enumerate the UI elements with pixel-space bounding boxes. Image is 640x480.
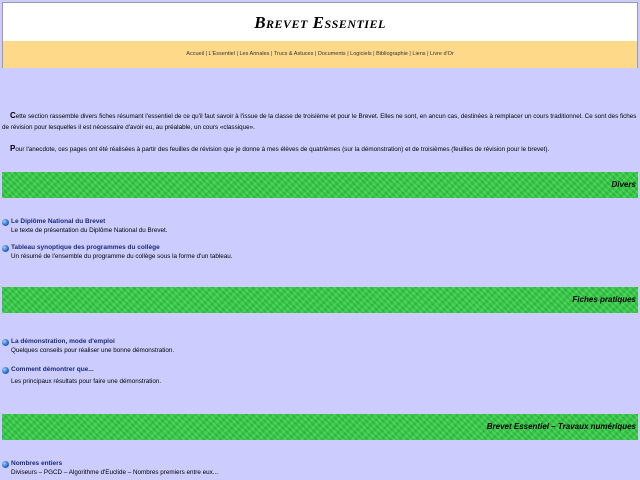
section-header-divers bbox=[2, 172, 638, 198]
section-heading: Fiches pratiques bbox=[572, 295, 636, 304]
title-banner bbox=[3, 3, 637, 41]
intro-paragraph-text: our l'anecdote, ces pages ont été réalisées à partir des feuilles de révision que je donne à mes élèves de quatrièmes (sur la démonstration) et de troisièmes (feuilles de révision pour le brevet). bbox=[15, 146, 550, 153]
nav-link-logiciels[interactable]: Logiciels bbox=[350, 51, 372, 57]
nav-link-documents[interactable]: Documents bbox=[317, 51, 346, 57]
nav-bar bbox=[3, 41, 637, 68]
dropcap: C bbox=[10, 111, 16, 120]
nav-link-bibliographie[interactable]: Bibliographie bbox=[376, 51, 408, 57]
item-link[interactable]: Nombres entiers bbox=[11, 460, 63, 467]
item-description: Les principaux résultats pour faire une démonstration. bbox=[11, 378, 162, 385]
nav-link-accueil[interactable]: Accueil bbox=[186, 51, 205, 57]
item-description: Diviseurs – PGCD – Algorithme d'Euclide – Nombres premiers entre eux... bbox=[11, 469, 218, 476]
nav-link-essentiel[interactable]: L'Essentiel bbox=[208, 51, 235, 57]
nav-separator: | bbox=[270, 51, 274, 57]
nav-separator: | bbox=[347, 51, 351, 57]
section-header-fiches-pratiques bbox=[2, 287, 638, 313]
nav-separator: | bbox=[409, 51, 413, 57]
nav-separator: | bbox=[205, 51, 209, 57]
item-link[interactable]: Tableau synoptique des programmes du collège bbox=[11, 244, 160, 251]
nav-link-liens[interactable]: Liens bbox=[412, 51, 426, 57]
item-link[interactable]: Comment démontrer que... bbox=[11, 366, 94, 373]
nav-link-livre-dor[interactable]: Livre d'Or bbox=[430, 51, 454, 57]
header bbox=[2, 2, 638, 68]
section-heading: Brevet Essentiel – Travaux numériques bbox=[486, 422, 636, 431]
bullet-icon bbox=[2, 245, 9, 252]
intro-paragraph-text: ette section rassemble divers fiches résumant l'essentiel de ce qu'il faut savoir à l'issue de la classe de troisième et pour le Brevet. Elles ne sont, en ancun cas, destinées à remplacer un cours traditionnel. Ce sont des fiches de révision pour lesquelles il est nécessaire d'avoir eu, au préalable, un cours «classique». bbox=[2, 113, 637, 131]
item-description: Un résumé de l'ensemble du programme du collège sous la forme d'un tableau. bbox=[11, 253, 233, 260]
item-description: Le texte de présentation du Diplôme National du Brevet. bbox=[11, 227, 168, 234]
item-link[interactable]: La démonstration, mode d'emploi bbox=[11, 338, 115, 345]
bullet-icon bbox=[2, 461, 9, 468]
item-link[interactable]: Le Diplôme National du Brevet bbox=[11, 218, 106, 225]
nav-separator: | bbox=[427, 51, 431, 57]
bullet-icon bbox=[2, 339, 9, 346]
site-title: Brevet Essentiel bbox=[254, 13, 386, 32]
section-header-travaux-numeriques bbox=[2, 414, 638, 440]
intro-paragraph bbox=[2, 110, 638, 133]
nav-separator: | bbox=[314, 51, 318, 57]
section-heading: Divers bbox=[611, 180, 636, 189]
intro-text bbox=[2, 110, 638, 165]
dropcap: P bbox=[10, 144, 16, 153]
nav-link-trucs-astuces[interactable]: Trucs & Astuces bbox=[273, 51, 314, 57]
intro-paragraph bbox=[2, 143, 638, 155]
nav-link-annales[interactable]: Les Annales bbox=[239, 51, 270, 57]
bullet-icon bbox=[2, 367, 9, 374]
nav-separator: | bbox=[236, 51, 240, 57]
bullet-icon bbox=[2, 219, 9, 226]
nav-separator: | bbox=[373, 51, 377, 57]
item-description: Quelques conseils pour réaliser une bonne démonstration. bbox=[11, 347, 175, 354]
